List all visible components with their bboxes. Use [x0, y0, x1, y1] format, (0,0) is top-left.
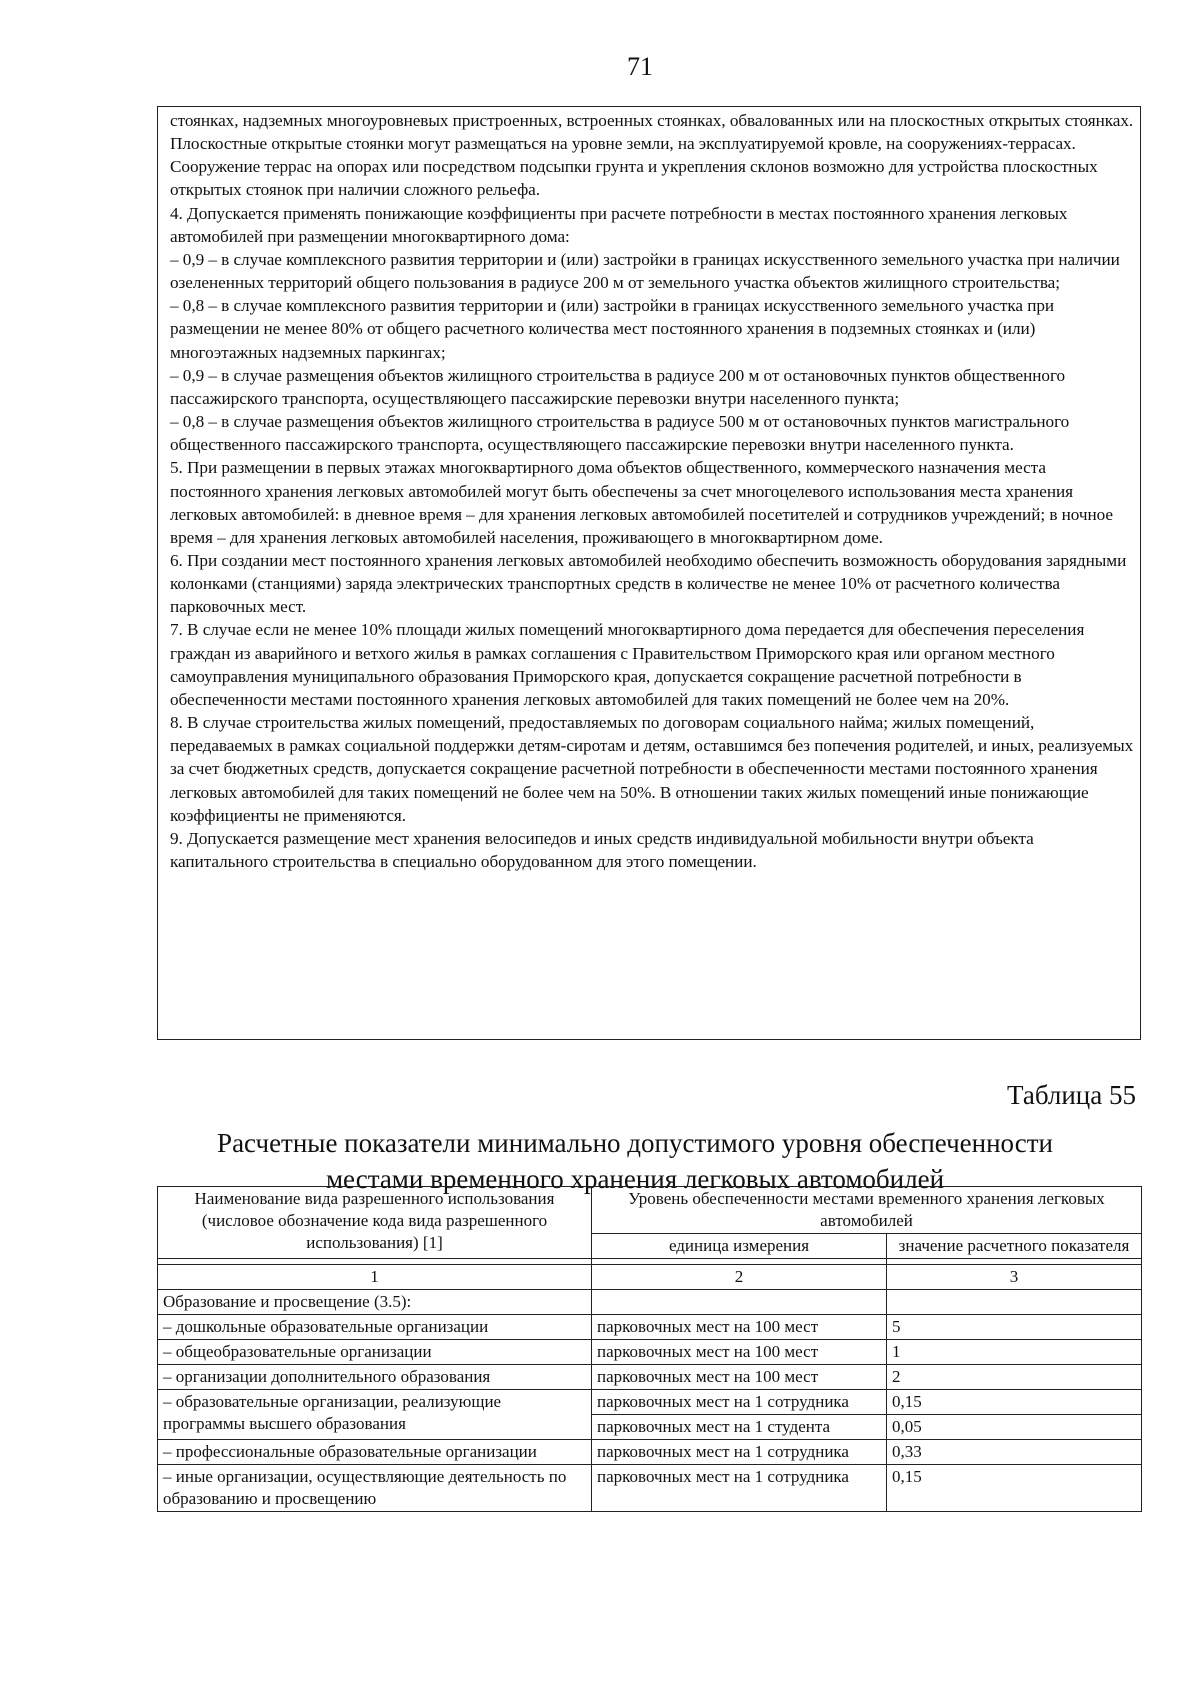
- row-name: – организации дополнительного образования: [158, 1365, 592, 1390]
- row-unit: парковочных мест на 100 мест: [592, 1365, 887, 1390]
- row-value: 5: [887, 1315, 1142, 1340]
- text-block: [157, 106, 1141, 1040]
- paragraph: 8. В случае строительства жилых помещений, предоставляемых по договорам социального найма; жилых помещений, передаваемых в рамках социальной поддержки детям-сиротам и детям, оставшимся без попечения родителей, и иных, реализуемых за счет бюджетных средств, допускается сокращение расчетной потребности в обеспеченности местами постоянного хранения легковых автомобилей для таких помещений не более чем на 50%. В отношении таких жилых помещений иные понижающие коэффициенты не применяются.: [170, 713, 1134, 825]
- table-row: [158, 1440, 1142, 1465]
- paragraph: 5. При размещении в первых этажах многоквартирного дома объектов общественного, коммерческого назначения места постоянного хранения легковых автомобилей могут быть обеспечены за счет многоцелевого использования места хранения легковых автомобилей: в дневное время – для хранения легковых автомобилей посетителей и сотрудников учреждений; в ночное время – для хранения легковых автомобилей населения, проживающего в многоквартирном доме.: [170, 458, 1113, 547]
- row-value: 0,15: [887, 1465, 1142, 1512]
- row-value: 0,33: [887, 1440, 1142, 1465]
- header-usage-type: Наименование вида разрешенного использования (числовое обозначение кода вида разрешенного использования) [1]: [158, 1187, 592, 1259]
- row-unit: парковочных мест на 100 мест: [592, 1315, 887, 1340]
- page-number: 71: [627, 52, 653, 81]
- table-caption: Таблица 55: [1007, 1080, 1136, 1110]
- paragraph: Плоскостные открытые стоянки могут размещаться на уровне земли, на эксплуатируемой кровле, на сооружениях-террасах. Сооружение террас на опорах или посредством подсыпки грунта и укрепления склонов возможно для устройства плоскостных открытых стоянок при наличии сложного рельефа.: [170, 134, 1098, 200]
- row-unit: парковочных мест на 1 сотрудника: [592, 1465, 887, 1512]
- paragraph: 4. Допускается применять понижающие коэффициенты при расчете потребности в местах постоянного хранения легковых автомобилей при размещении многоквартирного дома:: [170, 203, 1068, 246]
- row-name: – иные организации, осуществляющие деятельность по образованию и просвещению: [158, 1465, 592, 1512]
- row-name: – дошкольные образовательные организации: [158, 1315, 592, 1340]
- paragraph: – 0,8 – в случае размещения объектов жилищного строительства в радиусе 500 м от остановочных пунктов магистрального общественного пассажирского транспорта, осуществляющего пассажирские перевозки внутри населенного пункта.: [170, 412, 1070, 455]
- table-row: [158, 1315, 1142, 1340]
- row-value: 1: [887, 1340, 1142, 1365]
- row-value: 2: [887, 1365, 1142, 1390]
- row-name: – общеобразовательные организации: [158, 1340, 592, 1365]
- table-row: [158, 1390, 1142, 1415]
- table-title-line: местами временного хранения легковых автомобилей: [325, 1164, 945, 1194]
- table-row: [158, 1465, 1142, 1512]
- table-row: [158, 1365, 1142, 1390]
- paragraph: стоянках, надземных многоуровневых пристроенных, встроенных стоянках, обвалованных или на плоскостных открытых стоянках.: [170, 111, 1134, 130]
- row-unit: парковочных мест на 1 студента: [592, 1415, 887, 1440]
- row-unit: парковочных мест на 100 мест: [592, 1340, 887, 1365]
- table-header-row: [158, 1187, 1142, 1234]
- row-unit: парковочных мест на 1 сотрудника: [592, 1390, 887, 1415]
- column-number: 3: [887, 1265, 1142, 1290]
- row-name: – профессиональные образовательные организации: [158, 1440, 592, 1465]
- header-unit: единица измерения: [592, 1234, 887, 1259]
- row-value: 0,15: [887, 1390, 1142, 1415]
- header-provision-level: Уровень обеспеченности местами временного хранения легковых автомобилей: [592, 1187, 1142, 1234]
- paragraph: – 0,9 – в случае размещения объектов жилищного строительства в радиусе 200 м от остановочных пунктов общественного пассажирского транспорта, осуществляющего пассажирские перевозки внутри населенного пункта;: [170, 365, 1066, 408]
- paragraph: – 0,9 – в случае комплексного развития территории и (или) застройки в границах искусственного земельного участка при наличии озелененных территорий общего пользования в радиусе 200 м от земельного участка объектов жилищного строительства;: [170, 249, 1120, 293]
- table-title-line: Расчетные показатели минимально допустимого уровня обеспеченности: [217, 1128, 1053, 1158]
- paragraph: 9. Допускается размещение мест хранения велосипедов и иных средств индивидуальной мобильности внутри объекта капитального строительства в специально оборудованном для этого помещении.: [170, 828, 1034, 871]
- paragraph: – 0,8 – в случае комплексного развития территории и (или) застройки в границах искусственного земельного участка при размещении не менее 80% от общего расчетного количества мест постоянного хранения в подземных стоянках и (или) многоэтажных надземных паркингах;: [170, 296, 1055, 362]
- table-row: [158, 1340, 1142, 1365]
- row-value: [887, 1290, 1142, 1315]
- row-name: Образование и просвещение (3.5):: [158, 1290, 592, 1315]
- paragraph: 7. В случае если не менее 10% площади жилых помещений многоквартирного дома передается для обеспечения переселения граждан из аварийного и ветхого жилья в рамках соглашения с Правительством Приморского края или органом местного самоуправления муниципального образования Приморского края, допускается сокращение расчетной потребности в обеспеченности местами постоянного хранения легковых автомобилей для таких помещений не более чем на 20%.: [170, 620, 1085, 709]
- column-number: 1: [158, 1265, 592, 1290]
- row-unit: парковочных мест на 1 сотрудника: [592, 1440, 887, 1465]
- row-value: 0,05: [887, 1415, 1142, 1440]
- parking-table: [157, 1186, 1142, 1512]
- row-name: – образовательные организации, реализующие программы высшего образования: [158, 1390, 592, 1440]
- table-row: [158, 1290, 1142, 1315]
- column-number-row: [158, 1265, 1142, 1290]
- column-number: 2: [592, 1265, 887, 1290]
- paragraph: 6. При создании мест постоянного хранения легковых автомобилей необходимо обеспечить возможность оборудования зарядными колонками (станциями) заряда электрических транспортных средств в количестве не менее 10% от расчетного количества парковочных мест.: [170, 550, 1127, 617]
- header-value: значение расчетного показателя: [887, 1234, 1142, 1259]
- row-unit: [592, 1290, 887, 1315]
